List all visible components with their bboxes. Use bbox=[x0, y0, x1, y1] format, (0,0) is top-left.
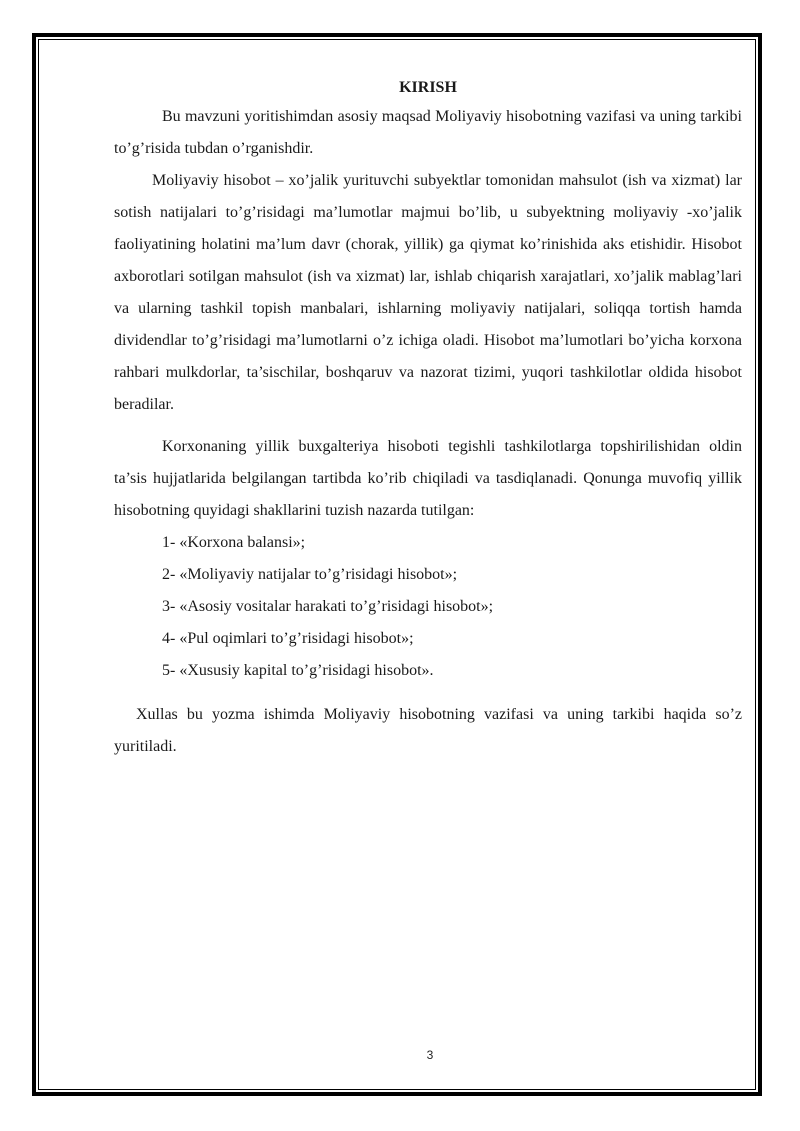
page-number: 3 bbox=[426, 1048, 434, 1062]
document-body bbox=[114, 75, 742, 763]
list-item: 3- «Asosiy vositalar harakati to’g’risidagi hisobot»; bbox=[162, 598, 494, 615]
report-forms-list bbox=[114, 527, 742, 687]
definition-paragraph: Moliyaviy hisobot – xo’jalik yurituvchi subyektlar tomonidan mahsulot (ish va xizmat) lar sotish natijalari to’g’risidagi ma’lumotlar majmui bo’lib, u subyektning moliyaviy -xo’jalik faoliyatining holatini ma’lum davr (chorak, yillik) ga qiymat ko’rinishida aks etishidir. Hisobot axborotlari sotilgan mahsulot (ish va xizmat) lar, ishlab chiqarish xarajatlari, xo’jalik mablag’lari va ularning tashkil topish manbalari, ishlarning moliyaviy natijalari, soliqqa tortish hamda dividendlar to’g’risidagi ma’lumotlarni o’z ichiga oladi. Hisobot ma’lumotlari bo’yicha korxona rahbari mulkdorlar, ta’sischilar, boshqaruv va nazorat tizimi, yuqori tashkilotlar oldida hisobot beradilar. bbox=[114, 172, 742, 413]
list-item: 2- «Moliyaviy natijalar to’g’risidagi hisobot»; bbox=[162, 566, 458, 583]
intro-paragraph: Bu mavzuni yoritishimdan asosiy maqsad Moliyaviy hisobotning vazifasi va uning tarkibi to’g’risida tubdan o’rganishdir. bbox=[114, 108, 742, 157]
list-item: 5- «Xususiy kapital to’g’risidagi hisobot». bbox=[162, 662, 434, 679]
list-item: 1- «Korxona balansi»; bbox=[162, 534, 306, 551]
conclusion-paragraph: Xullas bu yozma ishimda Moliyaviy hisobotning vazifasi va uning tarkibi haqida so’z yuritiladi. bbox=[114, 706, 742, 755]
page-title: KIRISH bbox=[399, 79, 457, 96]
list-item: 4- «Pul oqimlari to’g’risidagi hisobot»; bbox=[162, 630, 414, 647]
forms-paragraph: Korxonaning yillik buxgalteriya hisoboti tegishli tashkilotlarga topshirilishidan oldin ta’sis hujjatlarida belgilangan tartibda ko’rib chiqiladi va tasdiqlanadi. Qonunga muvofiq yillik hisobotning quyidagi shakllarini tuzish nazarda tutilgan: bbox=[114, 438, 742, 519]
